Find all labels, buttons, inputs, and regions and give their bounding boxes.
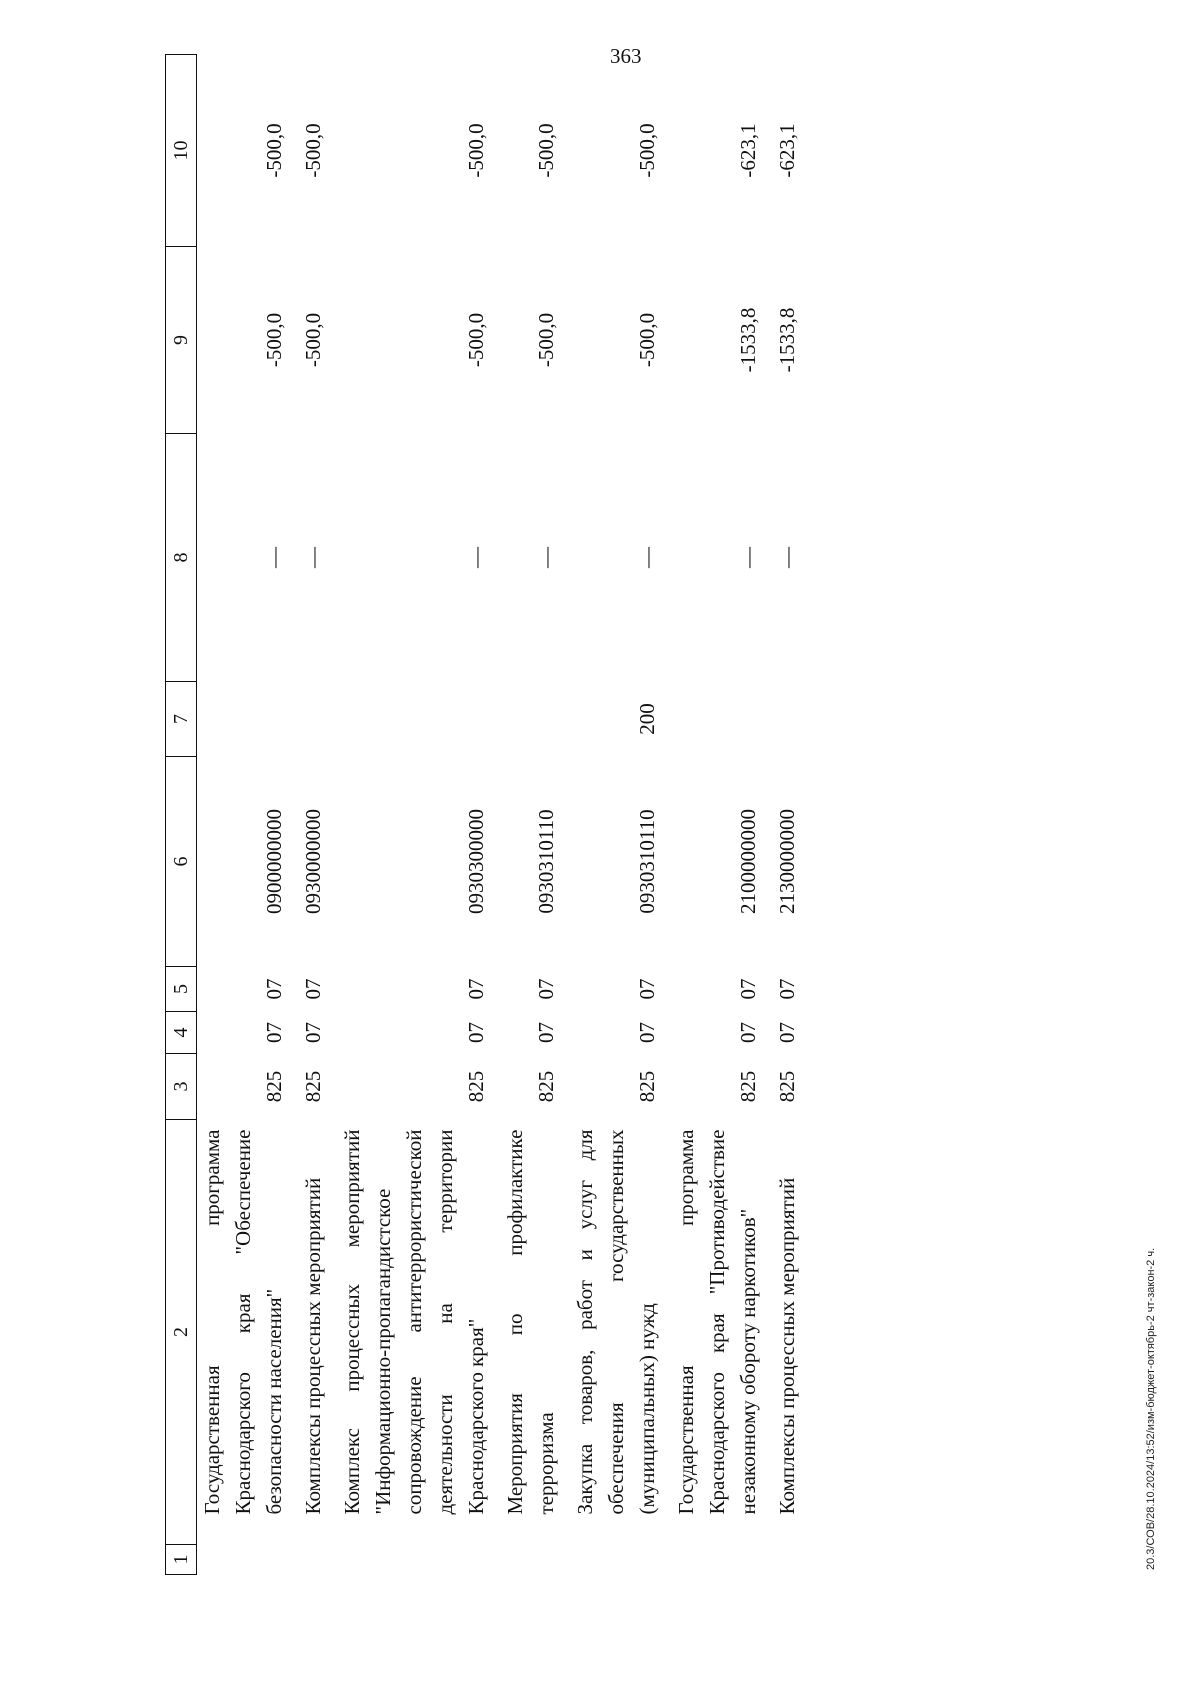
col-10-value: -500,0 [635,123,659,178]
section-code: 07 [534,1022,558,1043]
table-row [562,55,663,1575]
admin-code: 825 [635,1070,659,1103]
expense-type-code [197,682,291,757]
expense-type-code [329,682,492,757]
col-10-value: -500,0 [301,123,325,178]
table-row [329,55,492,1575]
budget-table-sheet [165,85,803,1575]
admin-code: 825 [775,1070,799,1103]
col-1-cell [492,1545,562,1575]
col-9-value: -500,0 [301,312,325,368]
col-8-value: — [464,547,488,568]
target-article-code: 2130000000 [775,809,799,914]
row-name: Мероприятия по профилактике терроризма [503,1129,558,1515]
col-8-value: — [775,547,799,568]
subsection-code: 07 [262,978,286,1000]
budget-table [165,54,803,1575]
row-name: Комплексы процессных мероприятий [775,1177,799,1515]
table-row [663,55,764,1575]
col-1-cell [663,1545,764,1575]
col-8-value: — [736,547,760,568]
table-row [197,55,291,1575]
admin-code: 825 [736,1070,760,1103]
section-code: 07 [262,1022,286,1043]
col-9-value: -500,0 [464,312,488,368]
subsection-code: 07 [635,978,659,1000]
page-number: 363 [610,44,642,68]
table-row [492,55,562,1575]
col-10-value: -623,1 [775,123,799,178]
col-8-value: — [301,547,325,568]
header-col-9: 9 [166,247,197,434]
row-name: Комплексы процессных мероприятий [301,1177,325,1515]
section-code: 07 [301,1022,325,1043]
section-code: 07 [775,1022,799,1043]
footer-stamp: 20.3/СОВ/28.10.2024/13:52/изм-бюджет-октябрь-2 чт-закон-2 ч. [1145,1247,1157,1570]
row-name: Закупка товаров, работ и услуг для обеспечения государственных (муниципальных) нужд [573,1129,659,1515]
col-9-value: -500,0 [534,312,558,368]
col-9-value: -1533,8 [775,307,799,373]
expense-type-code [290,682,329,757]
header-col-2: 2 [166,1120,197,1545]
table-row [290,55,329,1575]
header-col-8: 8 [166,434,197,682]
section-code: 07 [464,1022,488,1043]
col-1-cell [562,1545,663,1575]
header-col-7: 7 [166,682,197,757]
expense-type-code [663,682,764,757]
subsection-code: 07 [464,978,488,1000]
row-name: Государственная программа Краснодарского края "Обеспечение безопасности населения" [200,1129,286,1515]
col-9-value: -500,0 [635,312,659,368]
col-10-value: -500,0 [262,123,286,178]
row-name: Комплекс процессных мероприятий "Информационно-пропагандистское сопровождение антитеррористической деятельности на территории Краснодарского края" [340,1129,488,1515]
expense-type-code: 200 [635,703,659,735]
col-8-value: — [534,547,558,568]
target-article-code: 2100000000 [736,809,760,914]
admin-code: 825 [534,1070,558,1103]
col-8-value: — [635,547,659,568]
subsection-code: 07 [775,978,799,1000]
col-1-cell [764,1545,803,1575]
col-1-cell [290,1545,329,1575]
col-9-value: -500,0 [262,312,286,368]
header-col-3: 3 [166,1054,197,1120]
col-10-value: -500,0 [464,123,488,178]
expense-type-code [492,682,562,757]
target-article-code: 0930000000 [301,809,325,914]
header-col-6: 6 [166,757,197,967]
subsection-code: 07 [301,978,325,1000]
admin-code: 825 [301,1070,325,1103]
table-row [764,55,803,1575]
header-col-4: 4 [166,1012,197,1054]
col-1-cell [329,1545,492,1575]
subsection-code: 07 [534,978,558,1000]
expense-type-code [764,682,803,757]
subsection-code: 07 [736,978,760,1000]
col-9-value: -1533,8 [736,307,760,373]
col-8-value: — [262,547,286,568]
row-name: Государственная программа Краснодарского края "Противодействие незаконному обороту наркотиков" [674,1129,760,1515]
section-code: 07 [635,1022,659,1043]
admin-code: 825 [464,1070,488,1103]
target-article-code: 0930300000 [464,809,488,914]
target-article-code: 0900000000 [262,809,286,914]
section-code: 07 [736,1022,760,1043]
target-article-code: 0930310110 [635,809,659,914]
col-10-value: -623,1 [736,123,760,178]
target-article-code: 0930310110 [534,809,558,914]
header-col-5: 5 [166,967,197,1012]
header-col-10: 10 [166,55,197,247]
header-col-1: 1 [166,1545,197,1575]
col-1-cell [197,1545,291,1575]
col-10-value: -500,0 [534,123,558,178]
table-header-row [166,55,197,1575]
admin-code: 825 [262,1070,286,1103]
